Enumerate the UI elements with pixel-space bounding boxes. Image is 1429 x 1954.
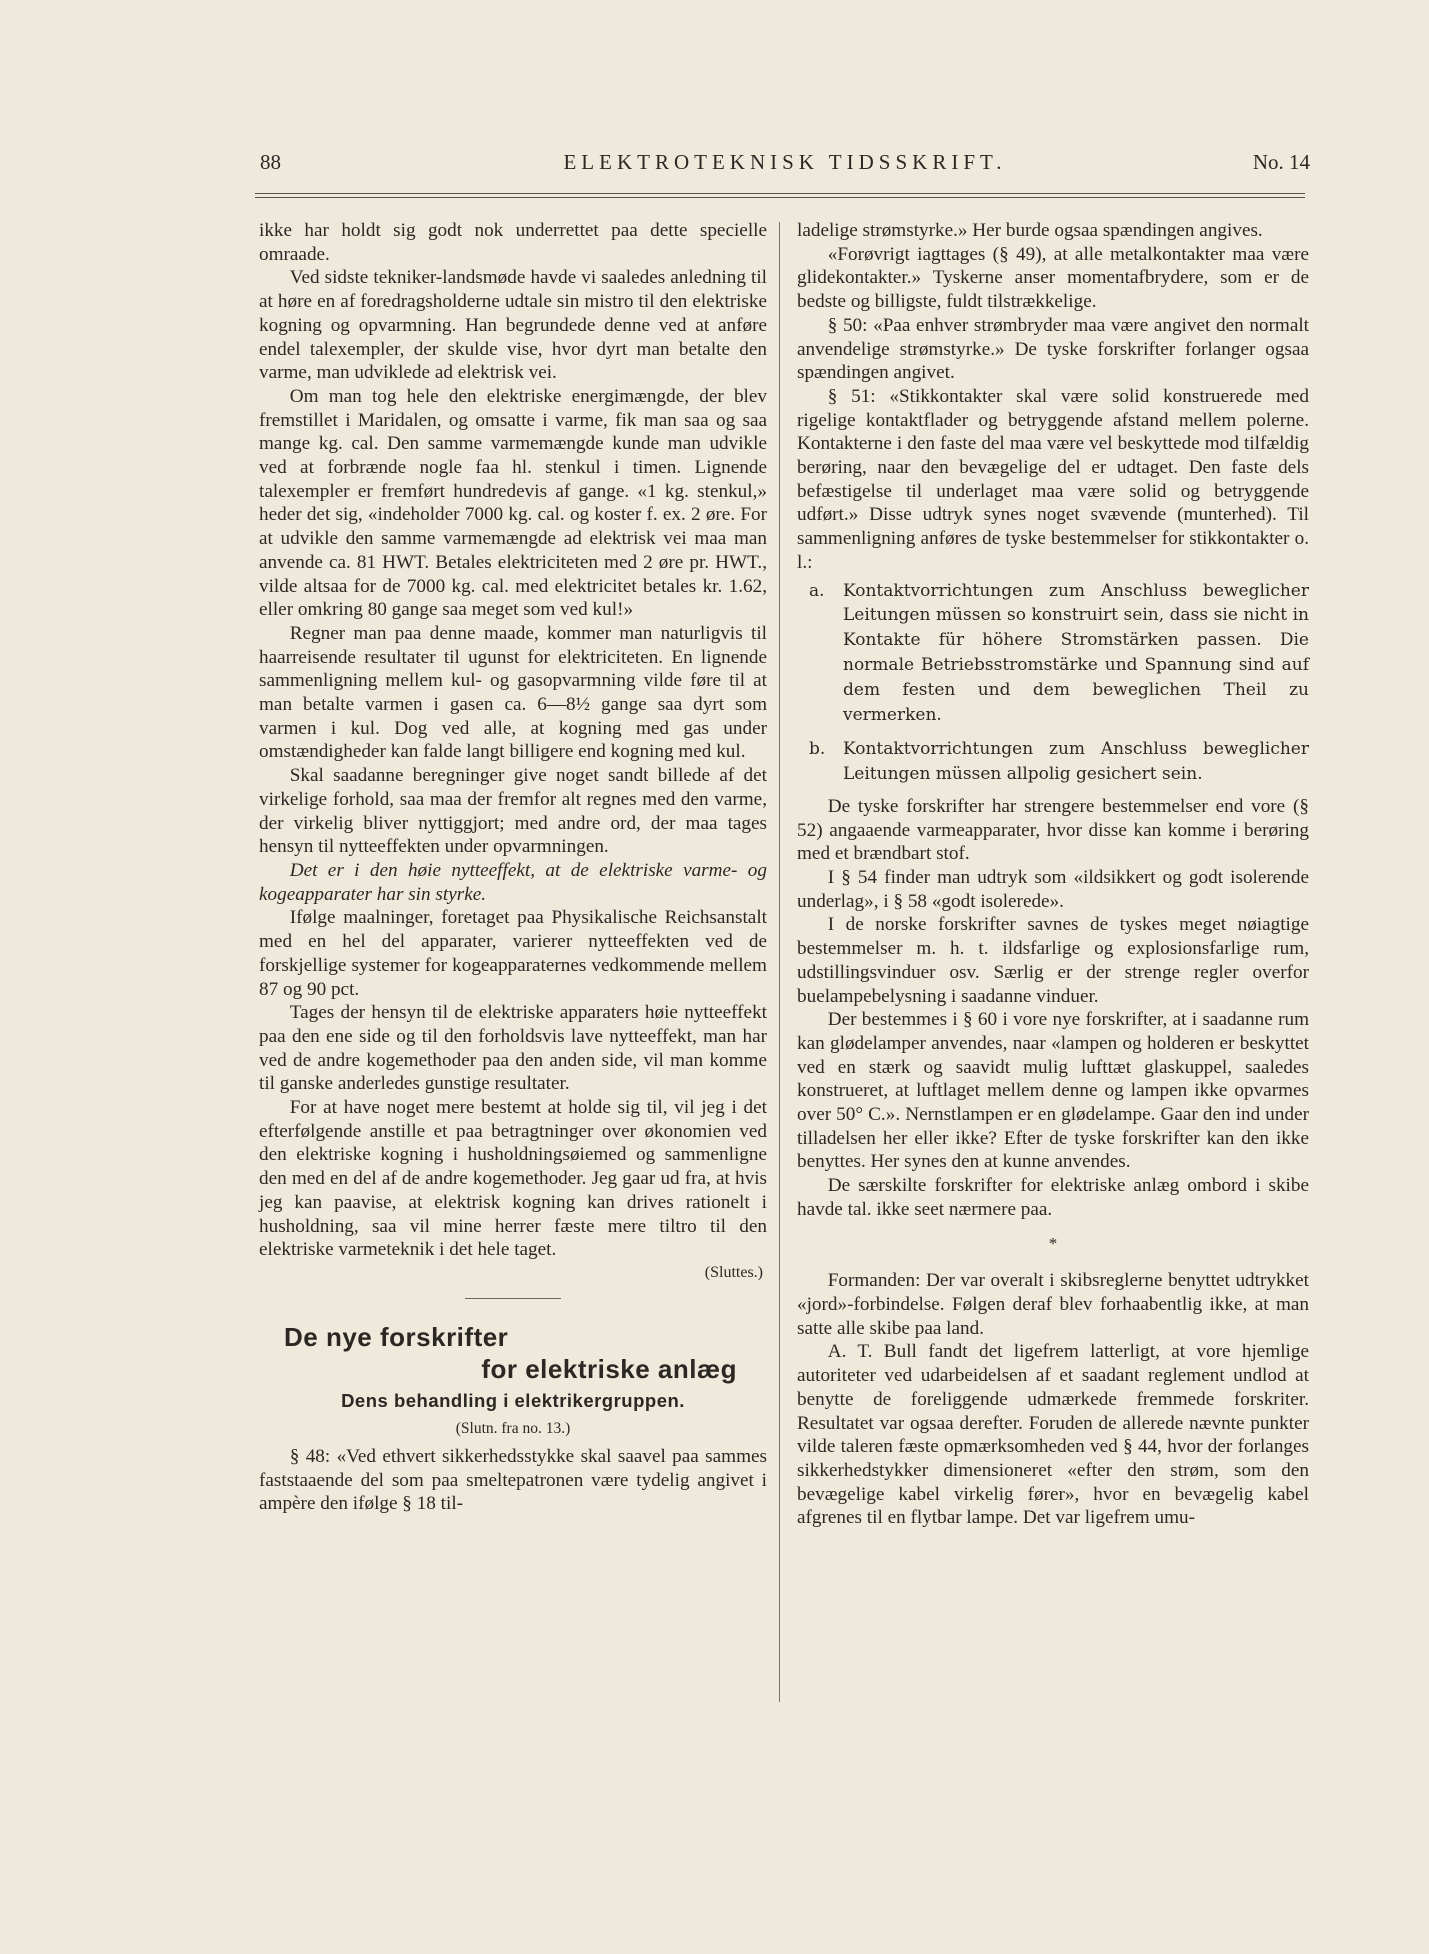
- article-title-line-1: De nye forskrifter: [284, 1321, 509, 1352]
- paragraph: Tages der hensyn til de elektriske apparaters høie nytteeffekt paa den ene side og til den forholdsvis lave nytteeffekt, man har ved de andre kogemethoder paa den anden side, vil man komme til ganske anderledes gunstige resultater.: [259, 1002, 767, 1095]
- paragraph: Der bestemmes i § 60 i vore nye forskrifter, at i saadanne rum kan glødelamper anvendes, naar «lampen og holderen er beskyttet ved en stærk og saavidt mulig lufttæt glaskuppel, saaledes konstrueret, at luftlaget mellem denne og lampen ikke opvarmes over 50° C.». Nernstlampen er en glødelampe. Gaar den ind under tilladelsen her eller ikke? Efter de tyske forskrifter kan den ikke benyttes. Her synes den at kunne anvendes.: [797, 1009, 1309, 1173]
- paragraph: De tyske forskrifter har strengere bestemmelser end vore (§ 52) angaaende varmeapparater, hvor disse kan komme i berøring med et brændbart stof.: [797, 795, 1309, 865]
- german-quote-a: [797, 579, 1309, 728]
- continued-note: (Sluttes.): [704, 1263, 763, 1281]
- paragraph: § 50: «Paa enhver strømbryder maa være angivet den normalt anvendelige strømstyrke.» De tyske forskrifter forlanger ogsaa spændingen angivet.: [797, 314, 1309, 384]
- paragraph: ikke har holdt sig godt nok underrettet paa dette specielle omraade.: [259, 220, 767, 265]
- paragraph: I de norske forskrifter savnes de tyskes meget nøiagtige bestemmelser m. h. t. ildsfarlige og explosionsfarlige rum, udstillingsvinduer osv. Særlig er der strenge regler overfor buelampebelysning i saadanne vinduer.: [797, 914, 1309, 1007]
- german-quote-b: [797, 737, 1309, 787]
- paragraph: «Forøvrigt iagttages (§ 49), at alle metalkontakter maa være glidekontakter.» Tyskerne anser momentafbrydere, som er de bedste og billigste, fuldt tilstrækkelige.: [797, 243, 1309, 313]
- quote-text: Kontaktvorrichtungen zum Anschluss beweglicher Leitungen müssen so konstruirt sein, dass sie nicht in Kontakte für höhere Stromstärken passen. Die normale Betriebsstromstärke und Spannung sind auf dem festen und dem beweglichen Theil zu vermerken.: [843, 580, 1309, 725]
- article-separator: [465, 1298, 561, 1299]
- paragraph: De særskilte forskrifter for elektriske anlæg ombord i skibe havde tal. ikke seet nærmere paa.: [797, 1175, 1309, 1220]
- paragraph: § 48: «Ved ethvert sikkerhedsstykke skal saavel paa sammes faststaaende del som paa smeltepatronen være tydelig angivet i ampère den ifølge § 18 til-: [259, 1445, 767, 1515]
- issue-number: No. 14: [1252, 150, 1310, 174]
- paragraph: Skal saadanne beregninger give noget sandt billede af det virkelige forhold, saa maa der fremfor alt regnes med den varme, der virkelig bliver nyttiggjort; med andre ord, der maa tages hensyn til nytteeffekten under opvarmningen.: [259, 765, 767, 858]
- quote-label: a.: [809, 580, 825, 601]
- left-column: [259, 219, 767, 1516]
- journal-title: ELEKTROTEKNISK TIDSSKRIFT.: [563, 150, 1007, 174]
- running-header: [260, 150, 1310, 182]
- quote-text: Kontaktvorrichtungen zum Anschluss beweglicher Leitungen müssen allpolig gesichert sein.: [843, 739, 1309, 785]
- article-subtitle: Dens behandling i elektrikergruppen.: [341, 1389, 685, 1411]
- paragraph: § 51: «Stikkontakter skal være solid konstruerede med rigelige kontaktflader og betryggende afstand mellem polerne. Kontakterne i den faste del maa være vel beskyttede mod tilfældig berøring, naar den bevægelige del er udtaget. Den faste dels befæstigelse til underlaget maa være solid og betryggende udført.» Disse udtryk synes noget svævende (munterhed). Til sammenligning anføres de tyske bestemmelser for stikkontakter o. l.:: [797, 385, 1309, 573]
- header-rule-top: [255, 193, 1305, 194]
- article-title-line-2: for elektriske anlæg: [481, 1353, 737, 1384]
- paragraph: Ved sidste tekniker-landsmøde havde vi saaledes anledning til at høre en af foredragsholderne udtale sin mistro til den elektriske kogning og opvarmning. Han begrundede denne ved at anføre endel talexempler, der skulde vise, hvor dyrt man betalte den varme, man udviklede ad elektrisk vei.: [259, 267, 767, 384]
- section-asterisk: *: [1048, 1233, 1058, 1253]
- paragraph: ladelige strømstyrke.» Her burde ogsaa spændingen angives.: [797, 220, 1263, 241]
- quote-label: b.: [809, 739, 826, 760]
- paragraph: A. T. Bull fandt det ligefrem latterligt, at vore hjemlige autoriteter ved udarbeidelsen af et saadant reglement undlod at benytte de foreliggende udmærkede fremmede forskriter. Resultatet var ogsaa derefter. Foruden de allerede nævnte punkter vilde taleren fæste opmærksomheden ved § 44, hvor der forlanges sikkerhedstykker dimensioneret «efter den strøm, som den bevægelige kabel virkelig fører», hvor en bevægelig kabel afgrenes til en flytbar lampe. Det var ligefrem umu-: [797, 1341, 1309, 1529]
- column-divider: [779, 222, 780, 1702]
- paragraph: For at have noget mere bestemt at holde sig til, vil jeg i det efterfølgende anstille et paa betragtninger over økonomien ved den elektriske kogning i husholdningsøiemed og sammenligne den med en del af de andre kogemethoder. Jeg gaar ud fra, at hvis jeg kan paavise, at elektrisk kogning kan drives rationelt i husholdning, saa vil mine herrer fæste mere tiltro til den elektriske varmeteknik i det hele taget.: [259, 1097, 767, 1261]
- article-continuation-note: (Slutn. fra no. 13.): [455, 1419, 571, 1437]
- header-rule-bottom: [255, 197, 1305, 198]
- right-column: [797, 219, 1309, 1530]
- paragraph: Ifølge maalninger, foretaget paa Physikalische Reichsanstalt med en hel del apparater, varierer nytteeffekten ved de forskjellige systemer for kogeapparaternes vedkommende mellem 87 og 90 pct.: [259, 907, 767, 1000]
- paragraph: Om man tog hele den elektriske energimængde, der blev fremstillet i Maridalen, og omsatte i varme, fik man saa og saa mange kg. cal. Den samme varmemængde kunde man udvikle ved at forbrænde nogle faa hl. stenkul i timen. Lignende talexempler er fremført hundredevis af gange. «1 kg. stenkul,» heder det sig, «indeholder 7000 kg. cal. og koster f. ex. 2 øre. For at udvikle den samme varmemængde ad elektrisk vei maa man anvende ca. 81 HWT. Betales elektriciteten med 2 øre pr. HWT., vilde altsaa for de 7000 kg. cal. med elektricitet betales kr. 1.62, eller omkring 80 gange saa meget som ved kul!»: [259, 385, 767, 621]
- paragraph: I § 54 finder man udtryk som «ildsikkert og godt isolerende underlag», i § 58 «godt isolerede».: [797, 867, 1309, 912]
- page-number: 88: [260, 150, 281, 174]
- emphasis-paragraph: Det er i den høie nytteeffekt, at de elektriske varme- og kogeapparater har sin styrke.: [259, 859, 767, 905]
- paragraph: Regner man paa denne maade, kommer man naturligvis til haarreisende resultater til ugunst for elektriciteten. En lignende sammenligning mellem kul- og gasopvarmning vilde føre til at man betalte varmen i gasen ca. 6—8½ gange saa dyrt som varmen i kul. Dog ved alle, at kogning med gas under omstændigheder kan falde langt billigere end kogning med kul.: [259, 622, 767, 763]
- paragraph: Formanden: Der var overalt i skibsreglerne benyttet udtrykket «jord»-forbindelse. Følgen deraf blev forhaabentlig ikke, at man satte alle skibe paa land.: [797, 1270, 1309, 1339]
